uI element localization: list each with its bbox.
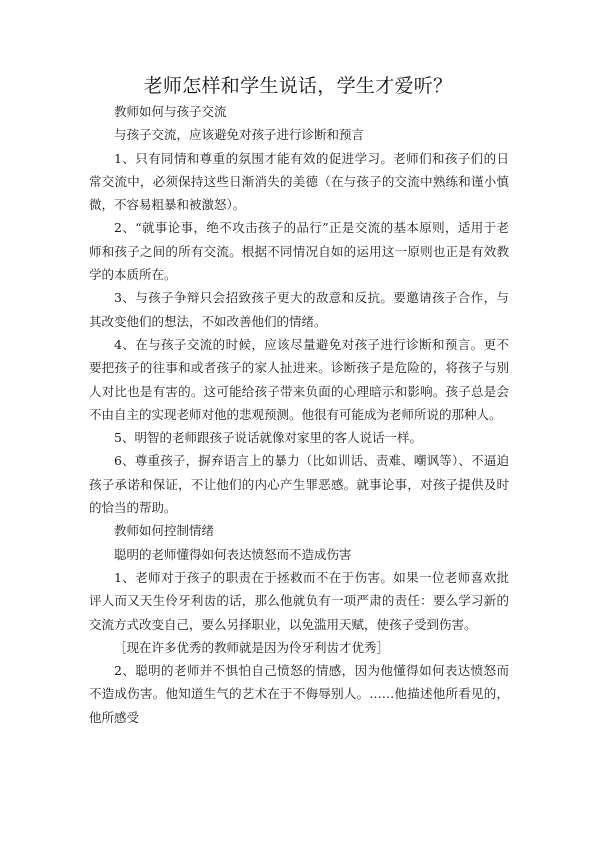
document-body [89, 100, 509, 729]
paragraph: 6、尊重孩子，摒弃语言上的暴力（比如训话、责难、嘲讽等）、不逼迫孩子承诺和保证，不让他们的内心产生罪恶感。就事论事，对孩子提供及时的恰当的帮助。 [89, 453, 509, 516]
section-heading: 教师如何控制情绪 [114, 523, 215, 539]
paragraph: 3、与孩子争辩只会招致孩子更大的敌意和反抗。要邀请孩子合作，与其改变他们的想法，不如改善他们的情绪。 [89, 290, 509, 329]
paragraph: 1、老师对于孩子的职责在于拯救而不在于伤害。如果一位老师喜欢批评人而又天生伶牙利齿的话，那么他就负有一项严肃的责任：要么学习新的交流方式改变自己，要么另择职业，以免滥用天赋，使孩子受到伤害。 [89, 569, 509, 632]
subheading: 与孩子交流，应该避免对孩子进行诊断和预言 [114, 127, 365, 143]
bracket-note: ［现在许多优秀的教师就是因为伶牙利齿才优秀］ [114, 639, 390, 655]
paragraph: 1、只有同情和尊重的氛围才能有效的促进学习。老师们和孩子们的日常交流中，必须保持这些日渐消失的美德（在与孩子的交流中熟练和谨小慎微，不容易粗暴和被激怒）。 [89, 150, 509, 213]
paragraph: 2、“就事论事，绝不攻击孩子的品行”正是交流的基本原则，适用于老师和孩子之间的所有交流。根据不同情况自如的运用这一原则也正是有效教学的本质所在。 [89, 220, 509, 283]
paragraph: 2、聪明的老师并不惧怕自己愤怒的情感，因为他懂得如何表达愤怒而不造成伤害。他知道生气的艺术在于不侮辱别人。……他描述他所看见的，他所感受 [89, 663, 509, 725]
paragraph: 5、明智的老师跟孩子说话就像对家里的客人说话一样。 [114, 430, 422, 446]
subheading: 聪明的老师懂得如何表达愤怒而不造成伤害 [114, 546, 352, 562]
paragraph: 4、在与孩子交流的时候，应该尽量避免对孩子进行诊断和预言。更不要把孩子的往事和或者孩子的家人扯进来。诊断孩子是危险的，将孩子与别人对比也是有害的。这可能给孩子带来负面的心理暗示和影响。孩子总是会不由自主的实现老师对他的悲观预测。他很有可能成为老师所说的那种人。 [89, 336, 509, 422]
section-heading: 教师如何与孩子交流 [114, 104, 227, 119]
document-title: 老师怎样和学生说话，学生才爱听？ [143, 75, 453, 97]
